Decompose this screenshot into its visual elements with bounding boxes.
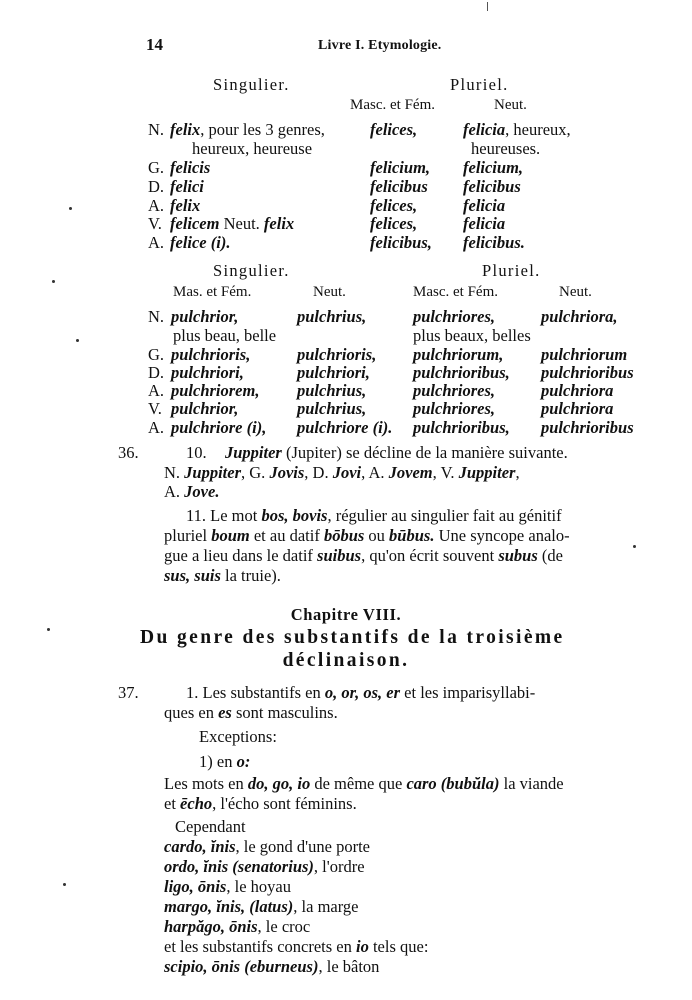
exceptions-label: Exceptions: (199, 727, 277, 746)
latin-term: es (218, 703, 232, 722)
declension-form: pulchrioribus, (413, 418, 510, 437)
text-run: Les mots en (164, 774, 248, 793)
declension-form: pulchriorem, (171, 381, 260, 400)
t1-plural-sub-n: Neut. (494, 97, 527, 113)
text-run: et au datif (249, 526, 324, 545)
p11-line-3 (164, 546, 563, 565)
latin-term: Juppiter (184, 463, 242, 482)
gloss-continuation: plus beau, belle (173, 326, 277, 345)
t2-singular-heading: Singulier. (213, 261, 290, 280)
t2-sub-sing-n: Neut. (313, 284, 346, 300)
singular-form (170, 177, 204, 196)
latin-form: felici (170, 177, 204, 196)
text-run: ques en (164, 703, 219, 722)
exception-item (164, 897, 359, 916)
latin-form: felicia (463, 214, 506, 233)
scan-speck (47, 628, 50, 631)
plural-mf-form: felices, (370, 120, 418, 139)
text-run: la truie). (220, 566, 281, 585)
text-run: pluriel (164, 526, 212, 545)
t2-sub-sing-mf: Mas. et Fém. (173, 284, 252, 300)
latin-term: io (356, 937, 369, 956)
text-run: , le gond d'une porte (235, 837, 370, 856)
case-label: D. (148, 177, 165, 196)
section-number-36: 36. (118, 443, 139, 462)
latin-term: Jovem (388, 463, 433, 482)
text-run: et les substantifs concrets en (164, 937, 356, 956)
text-run: (de (537, 546, 563, 565)
text-run: sont masculins. (231, 703, 338, 722)
latin-term: sus, suis (164, 566, 221, 585)
plural-n-form (463, 196, 505, 215)
case-label: G. (148, 158, 165, 177)
case-label: N. (148, 307, 165, 326)
latin-term: Jovis (269, 463, 305, 482)
case-label: A. (148, 381, 165, 400)
text-run: , V. (432, 463, 459, 482)
case-label: A. (148, 196, 165, 215)
text-run: , régulier au singulier fait au génitif (327, 506, 562, 525)
text-run: , le bâton (318, 957, 380, 976)
scan-speck (633, 545, 636, 548)
latin-form: felicis (170, 158, 211, 177)
section-number-37: 37. (118, 683, 139, 702)
declension-form: pulchriore (i). (297, 418, 393, 437)
text-run: 1. Les substantifs en (186, 683, 325, 702)
latin-term: ordo, ĭnis (senatorius) (164, 857, 314, 876)
declension-form: pulchriores, (413, 307, 496, 326)
t1-plural-sub-mf: Masc. et Fém. (350, 97, 435, 113)
declension-form: pulchrius, (297, 307, 367, 326)
latin-term: subus (498, 546, 538, 565)
plural-mf-form: felicibus (370, 177, 428, 196)
chapter-label: Chapitre VIII. (290, 605, 402, 624)
latin-term: caro (bubŭla) (406, 774, 500, 793)
declension-form: pulchrioribus (541, 363, 634, 382)
t2-plural-heading: Pluriel. (482, 261, 541, 280)
chapter-title-line-2: déclinaison. (282, 650, 410, 671)
latin-term: do, go, io (247, 774, 311, 793)
p11-line-2 (164, 526, 570, 545)
exception-item (164, 917, 310, 936)
plural-n-form (463, 214, 505, 233)
chapter-title-line-1: Du genre des substantifs de la troisième (140, 627, 565, 648)
case-label: V. (148, 214, 162, 233)
text-run: , le croc (257, 917, 311, 936)
case-label: N. (148, 120, 165, 139)
gloss: Neut. (219, 214, 264, 233)
declension-form: pulchrioribus, (413, 363, 510, 382)
s37-line-3 (164, 774, 564, 793)
declension-form: pulchrius, (297, 381, 367, 400)
text-run: ou (364, 526, 390, 545)
plural-n-form (463, 158, 523, 177)
latin-term: ligo, ōnis (164, 877, 227, 896)
scan-speck (69, 207, 72, 210)
text-run: , le hoyau (226, 877, 291, 896)
s37-line-6 (164, 957, 379, 976)
latin-term: suibus (317, 546, 362, 565)
latin-form: felicia (463, 196, 506, 215)
text-run: de même que (310, 774, 407, 793)
plural-mf-form: felicibus, (370, 233, 432, 252)
text-run: (Jupiter) se décline de la manière suivante. (281, 443, 568, 462)
s37-line-1 (186, 683, 535, 702)
case-label: A. (148, 418, 165, 437)
text-run: A. (164, 482, 185, 501)
latin-term: margo, ĭnis, (latus) (164, 897, 294, 916)
latin-form: felice (i). (170, 233, 231, 252)
declension-form: pulchrior, (171, 399, 239, 418)
t1-singular-heading: Singulier. (213, 75, 290, 94)
latin-form: felicium, (463, 158, 524, 177)
p10-line-2 (164, 463, 520, 482)
t2-sub-pl-n: Neut. (559, 284, 592, 300)
gloss-continuation: heureuses. (471, 139, 541, 158)
text-run: , (515, 463, 520, 482)
latin-term: Juppiter (458, 463, 516, 482)
singular-form (170, 120, 325, 139)
declension-form: pulchriora (541, 381, 614, 400)
declension-form: pulchriorum (541, 345, 628, 364)
text-run: , A. (361, 463, 389, 482)
latin-term: scipio, ōnis (eburneus) (164, 957, 319, 976)
scan-speck (487, 2, 488, 11)
p11-line-1 (186, 506, 562, 525)
declension-form: pulchrioribus (541, 418, 634, 437)
declension-form: pulchriori, (297, 363, 370, 382)
latin-term: cardo, ĭnis (164, 837, 236, 856)
p10-line-3 (164, 482, 219, 501)
paragraph-number-10: 10. (186, 443, 207, 462)
declension-form: pulchriori, (171, 363, 244, 382)
latin-term: o: (236, 752, 251, 771)
s37-line-5 (164, 937, 428, 956)
gloss-continuation: heureux, heureuse (192, 139, 313, 158)
declension-form: pulchriora (541, 399, 614, 418)
sub-heading-o (199, 752, 250, 771)
scan-speck (63, 883, 66, 886)
running-title: Livre I. Etymologie. (318, 38, 442, 53)
exception-item (164, 857, 365, 876)
page-number: 14 (146, 35, 163, 54)
cependant-label: Cependant (175, 817, 246, 836)
latin-form: felicem (170, 214, 220, 233)
text-run: , qu'on écrit souvent (361, 546, 499, 565)
plural-mf-form: felices, (370, 196, 418, 215)
latin-form: felix (263, 214, 295, 233)
latin-term: ēcho (180, 794, 213, 813)
text-run: et (164, 794, 181, 813)
scan-speck (76, 339, 79, 342)
latin-form: felix (170, 120, 201, 139)
latin-term: Jovi (332, 463, 362, 482)
s37-line-4 (164, 794, 357, 813)
text-run: 1) en (199, 752, 237, 771)
declension-form: pulchriorum, (413, 345, 504, 364)
plural-mf-form: felices, (370, 214, 418, 233)
scan-speck (52, 280, 55, 283)
declension-form: pulchrior, (171, 307, 239, 326)
text-run: , la marge (293, 897, 359, 916)
plural-n-form (463, 233, 525, 252)
singular-form (170, 233, 230, 252)
declension-form: pulchriores, (413, 399, 496, 418)
plural-n-form (463, 177, 521, 196)
text-run: , D. (304, 463, 333, 482)
case-label: A. (148, 233, 165, 252)
t1-plural-heading: Pluriel. (450, 75, 509, 94)
t2-sub-pl-mf: Masc. et Fém. (413, 284, 498, 300)
latin-term: o, or, os, er (324, 683, 401, 702)
latin-form: felicibus (463, 177, 521, 196)
declension-form: pulchriores, (413, 381, 496, 400)
case-label: V. (148, 399, 162, 418)
plural-mf-form: felicium, (370, 158, 431, 177)
singular-form (170, 214, 294, 233)
latin-term: bos, bovis (261, 506, 328, 525)
case-label: G. (148, 345, 165, 364)
text-run: gue a lieu dans le datif (164, 546, 318, 565)
text-run: N. (164, 463, 185, 482)
singular-form (170, 196, 200, 215)
latin-term: bōbus (323, 526, 365, 545)
latin-form: felix (170, 196, 201, 215)
text-run: 11. Le mot (186, 506, 262, 525)
exception-item (164, 837, 370, 856)
declension-form: pulchrioris, (297, 345, 377, 364)
latin-term: būbus. (389, 526, 435, 545)
text-run: , G. (241, 463, 270, 482)
s37-line-2 (164, 703, 338, 722)
latin-term: boum (211, 526, 250, 545)
declension-form: pulchriore (i), (171, 418, 267, 437)
declension-form: pulchrius, (297, 399, 367, 418)
gloss: , heureux, (505, 120, 571, 139)
text-run: et les imparisyllabi- (400, 683, 536, 702)
text-run: Une syncope analo- (434, 526, 570, 545)
text-run: , l'écho sont féminins. (212, 794, 357, 813)
p11-line-4 (164, 566, 281, 585)
latin-term: Juppiter (225, 443, 282, 462)
p10-line-1 (225, 443, 568, 462)
exception-item (164, 877, 291, 896)
gloss: , pour les 3 genres, (200, 120, 325, 139)
gloss-continuation: plus beaux, belles (413, 326, 531, 345)
latin-form: felicia (463, 120, 506, 139)
singular-form (170, 158, 210, 177)
latin-term: Jove. (184, 482, 220, 501)
declension-form: pulchriora, (541, 307, 618, 326)
declension-form: pulchrioris, (171, 345, 251, 364)
text-run: , l'ordre (313, 857, 365, 876)
text-run: la viande (499, 774, 564, 793)
latin-term: harpăgo, ōnis (164, 917, 258, 936)
latin-form: felicibus. (463, 233, 525, 252)
text-run: tels que: (368, 937, 429, 956)
case-label: D. (148, 363, 165, 382)
plural-n-form (463, 120, 571, 139)
